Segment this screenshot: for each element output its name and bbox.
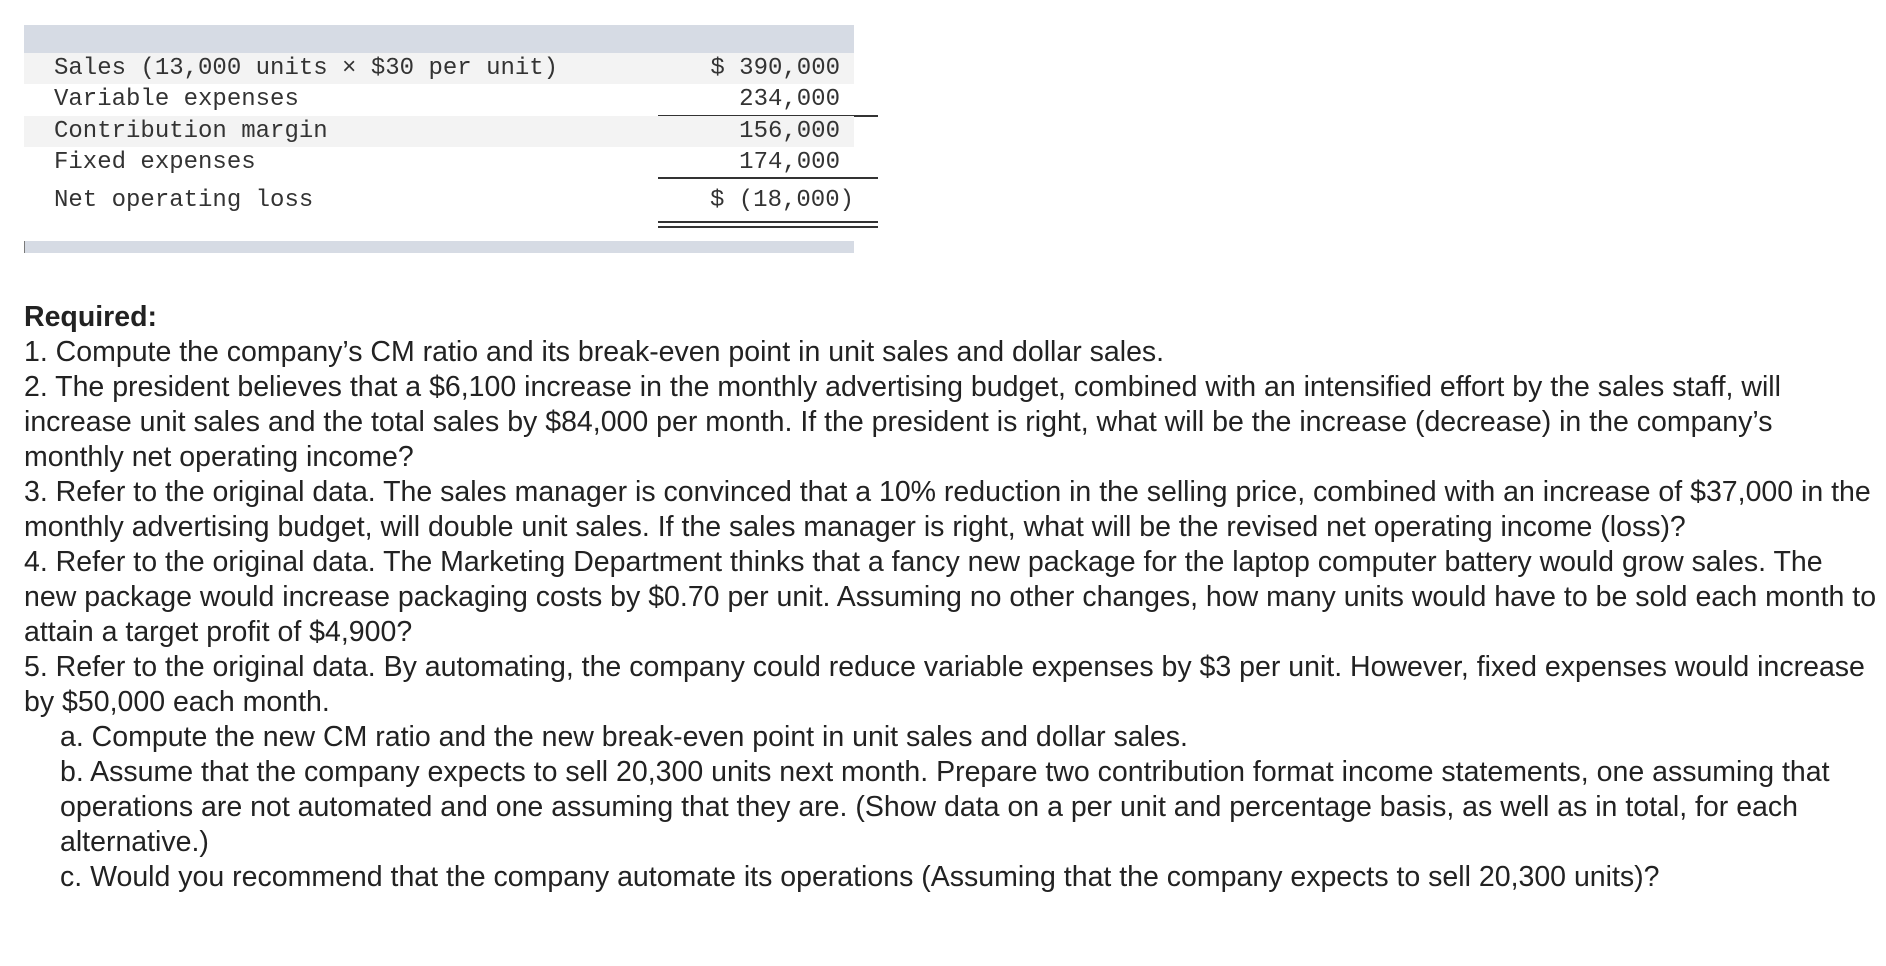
net-operating-loss-label: Net operating loss xyxy=(54,187,314,214)
contribution-margin-row xyxy=(24,116,854,147)
contribution-margin-label: Contribution margin xyxy=(54,118,328,145)
question-1: 1. Compute the company’s CM ratio and its break-even point in unit sales and dollar sales. xyxy=(24,336,1165,368)
variable-expenses-row xyxy=(24,84,854,115)
question-2: 2. The president believes that a $6,100 increase in the monthly advertising budget, combined with an intensified effort by the sales staff, will increase unit sales and the total sales by $84,000 per month. If the president is right, what will be the increase (decrease) in the company’s monthly net operating income? xyxy=(24,371,1781,473)
variable-expenses-amount: 234,000 xyxy=(739,86,840,113)
question-5: 5. Refer to the original data. By automating, the company could reduce variable expenses by $3 per unit. However, fixed expenses would increase by $50,000 each month. xyxy=(24,651,1865,718)
double-rule-top xyxy=(658,221,878,223)
required-heading: Required: xyxy=(24,301,158,333)
table-header-bar xyxy=(24,25,854,53)
fixed-expenses-row xyxy=(24,147,854,178)
sales-label: Sales (13,000 units × $30 per unit) xyxy=(54,55,559,82)
contribution-margin-amount: 156,000 xyxy=(739,118,840,145)
double-rule-bottom xyxy=(658,226,878,228)
sales-amount: $ 390,000 xyxy=(710,55,840,82)
variable-expenses-label: Variable expenses xyxy=(54,86,299,113)
question-4: 4. Refer to the original data. The Marketing Department thinks that a fancy new package for the laptop computer battery would grow sales. The new package would increase packaging costs by $0.70 per unit. Assuming no other changes, how many units would have to be sold each month to attain a target profit of $4,900? xyxy=(24,546,1877,648)
income-statement-table xyxy=(24,25,854,253)
required-section xyxy=(24,300,1879,895)
total-rule xyxy=(658,177,878,179)
table-footer-bar xyxy=(24,241,854,253)
question-3: 3. Refer to the original data. The sales manager is convinced that a 10% reduction in the selling price, combined with an increase of $37,000 in the monthly advertising budget, will double unit sales. If the sales manager is right, what will be the revised net operating income (loss)? xyxy=(24,476,1871,543)
sales-row xyxy=(24,53,854,84)
net-operating-loss-row xyxy=(24,185,854,216)
question-5b: b. Assume that the company expects to sell 20,300 units next month. Prepare two contribution format income statements, one assuming that operations are not automated and one assuming that they are. (Show data on a per unit and percentage basis, as well as in total, for each alternative.) xyxy=(60,756,1830,858)
net-operating-loss-amount: $ (18,000) xyxy=(709,187,854,214)
question-5a: a. Compute the new CM ratio and the new break-even point in unit sales and dollar sales. xyxy=(60,721,1188,753)
fixed-expenses-label: Fixed expenses xyxy=(54,149,256,176)
question-5c: c. Would you recommend that the company automate its operations (Assuming that the company expects to sell 20,300 units)? xyxy=(60,861,1660,893)
fixed-expenses-amount: 174,000 xyxy=(739,149,840,176)
